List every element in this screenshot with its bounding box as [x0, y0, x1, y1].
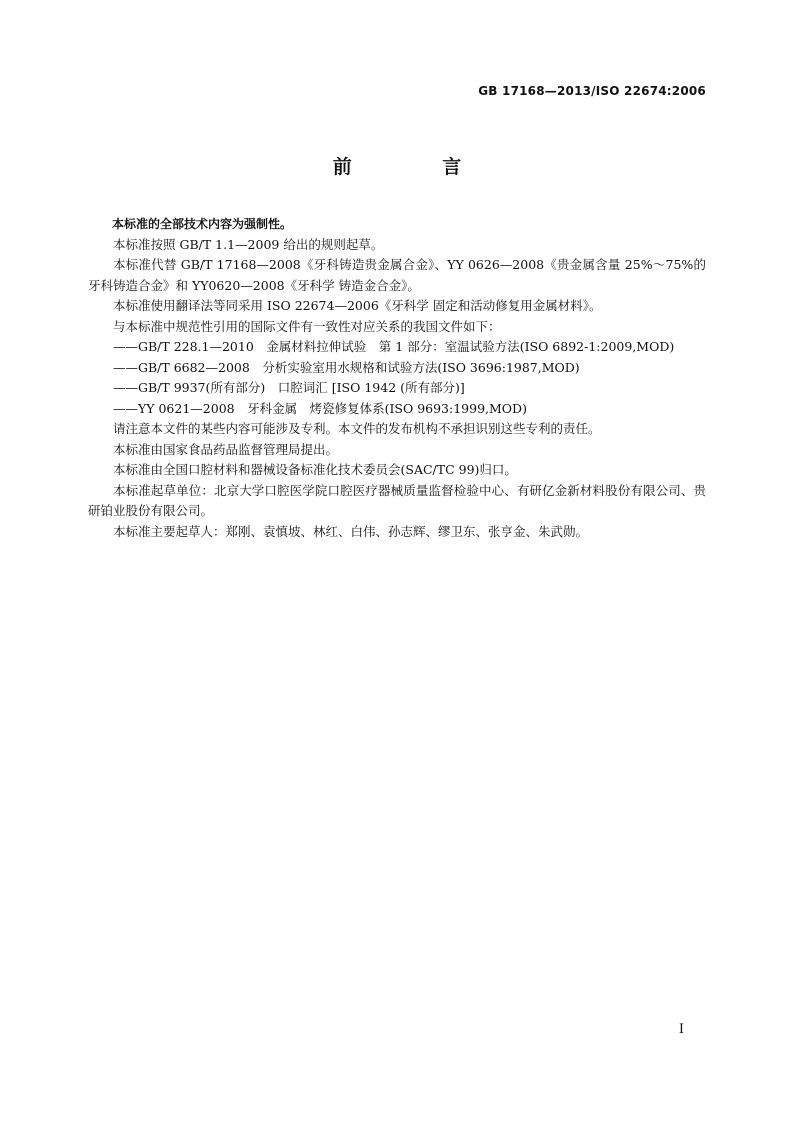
reference-item: ——GB/T 9937(所有部分) 口腔词汇 [ISO 1942 (所有部分)]: [113, 380, 465, 395]
replacement-statement: 本标准代替 GB/T 17168—2008《牙科铸造贵金属合金》、YY 0626—2008《贵金属含量 25%～75%的牙科铸造合金》和 YY0620—2008《牙科学 铸造金合金》。: [88, 257, 706, 293]
drafters: 本标准主要起草人：郑刚、袁慎坡、林红、白伟、孙志辉、缪卫东、张亨金、朱武勋。: [113, 523, 589, 539]
committee-statement: 本标准由全国口腔材料和器械设备标准化技术委员会(SAC/TC 99)归口。: [113, 462, 517, 477]
document-code: GB 17168—2013/ISO 22674:2006: [478, 84, 706, 98]
page-number: I: [678, 1022, 684, 1037]
mandatory-statement: 本标准的全部技术内容为强制性。: [112, 217, 293, 231]
patent-notice: 请注意本文件的某些内容可能涉及专利。本文件的发布机构不承担识别这些专利的责任。: [113, 421, 601, 436]
page-title: 前 言: [332, 156, 504, 178]
adoption-statement: 本标准使用翻译法等同采用 ISO 22674—2006《牙科学 固定和活动修复用金属材料》。: [113, 298, 602, 313]
reference-item: ——GB/T 6682—2008 分析实验室用水规格和试验方法(ISO 3696:1987,MOD): [113, 359, 580, 375]
correspondence-intro: 与本标准中规范性引用的国际文件有一致性对应关系的我国文件如下：: [113, 318, 501, 334]
foreword-body: [88, 214, 706, 542]
reference-item: ——GB/T 228.1—2010 金属材料拉伸试验 第 1 部分：室温试验方法(ISO 6892-1:2009,MOD): [113, 339, 675, 354]
drafting-organizations: 本标准起草单位：北京大学口腔医学院口腔医疗器械质量监督检验中心、有研亿金新材料股份有限公司、贵研铂业股份有限公司。: [88, 482, 706, 518]
reference-item: ——YY 0621—2008 牙科金属 烤瓷修复体系(ISO 9693:1999,MOD): [113, 400, 527, 416]
drafting-rules: 本标准按照 GB/T 1.1—2009 给出的规则起草。: [113, 236, 384, 252]
proposer-statement: 本标准由国家食品药品监督管理局提出。: [113, 441, 339, 457]
